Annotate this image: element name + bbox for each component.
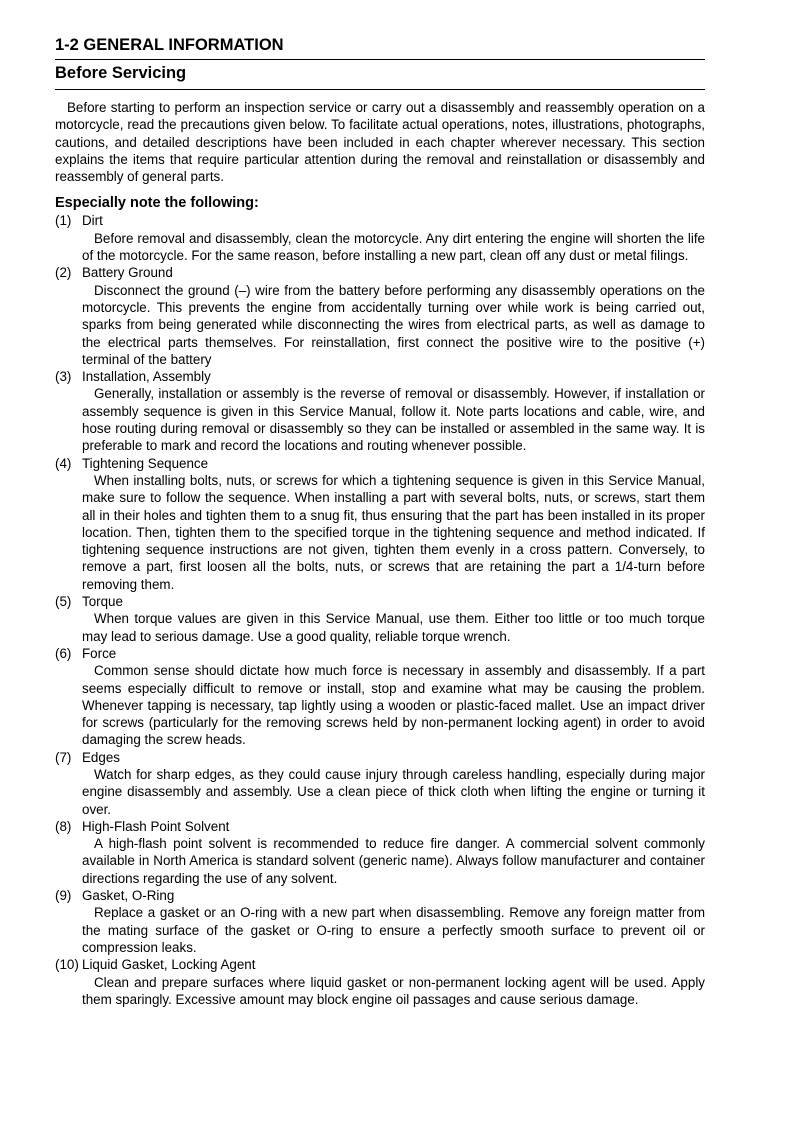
item-title: Dirt: [82, 213, 103, 229]
item-text: A high-flash point solvent is recommended to reduce fire danger. A commercial solvent commonly available in North America is standard solvent (generic name). Always follow manufacturer and container directions regarding the use of any solvent.: [82, 836, 705, 886]
list-item: [55, 749, 705, 818]
list-item: [55, 593, 705, 645]
item-title: Torque: [82, 594, 123, 610]
item-title: Liquid Gasket, Locking Agent: [82, 957, 256, 973]
item-number: (5): [55, 594, 72, 610]
precautions-list: [55, 212, 705, 1008]
intro-paragraph: Before starting to perform an inspection service or carry out a disassembly and reassembly operation on a motorcycle, read the precautions given below. To facilitate actual operations, notes, illustrations, photographs, cautions, and detailed descriptions have been included in each chapter wherever necessary. This section explains the items that require particular attention during the removal and reinstallation or disassembly and reassembly of general parts.: [55, 100, 705, 185]
item-title: High-Flash Point Solvent: [82, 818, 230, 834]
item-title: Force: [82, 645, 117, 661]
item-text: Generally, installation or assembly is the reverse of removal or disassembly. However, if installation or assembly sequence is given in this Service Manual, follow it. Note parts locations and cable, wire, and hose routing during removal or disassembly so they can be installed or assembled in the same way. It is preferable to mark and record the locations and routing whenever possible.: [82, 386, 705, 454]
item-number: (9): [55, 888, 72, 904]
item-text: Disconnect the ground (–) wire from the battery before performing any disassembly operations on the motorcycle. This prevents the engine from accidentally turning over while work is being carried out, sparks from being generated while disconnecting the wires from electrical parts, as well as damage to the electrical parts themselves. For reinstallation, first connect the positive wire to the positive (+) terminal of the battery: [82, 282, 705, 367]
item-title: Battery Ground: [82, 265, 173, 281]
item-text: Replace a gasket or an O-ring with a new part when disassembling. Remove any foreign matter from the mating surface of the gasket or O-ring to ensure a perfectly smooth surface to prevent oil or compression leaks.: [82, 905, 705, 955]
item-title: Gasket, O-Ring: [82, 888, 175, 904]
list-item: [55, 818, 705, 887]
item-text: Common sense should dictate how much force is necessary in assembly and disassembly. If a part seems especially difficult to remove or install, stop and examine what may be causing the problem. Whenever tapping is necessary, tap lightly using a wooden or plastic-faced mallet. Use an impact driver for screws (particularly for the removing screws held by non-permanent locking agent) in order to avoid damaging the screw heads.: [82, 663, 705, 748]
header-rule: [55, 59, 705, 60]
section-rule: [55, 89, 705, 90]
item-number: (6): [55, 645, 72, 661]
body-text: [55, 99, 705, 1008]
item-number: (10): [55, 957, 79, 973]
list-item: [55, 645, 705, 749]
item-number: (7): [55, 749, 72, 765]
list-item: [55, 368, 705, 454]
item-number: (4): [55, 455, 72, 471]
item-title: Edges: [82, 749, 120, 765]
note-heading: Especially note the following:: [55, 195, 259, 212]
item-text: Clean and prepare surfaces where liquid gasket or non-permanent locking agent will be used. Apply them sparingly. Excessive amount may block engine oil passages and cause serious damage.: [82, 974, 705, 1007]
item-title: Installation, Assembly: [82, 369, 211, 385]
item-title: Tightening Sequence: [82, 455, 209, 471]
item-number: (8): [55, 818, 72, 834]
item-text: Before removal and disassembly, clean the motorcycle. Any dirt entering the engine will shorten the life of the motorcycle. For the same reason, before installing a new part, clean off any dust or metal filings.: [82, 230, 705, 264]
list-item: [55, 887, 705, 956]
item-text: When installing bolts, nuts, or screws for which a tightening sequence is given in this Service Manual, make sure to follow the sequence. When installing a part with several bolts, nuts, or screws, start them all in their holes and tighten them to a snug fit, thus ensuring that the part has been installed in its proper location. Then, tighten them to the specified torque in the tightening sequence and method indicated. If tightening sequence instructions are not given, tighten them evenly in a cross pattern. Conversely, to remove a part, first loosen all the bolts, nuts, or screws that are retaining the part a 1/4-turn before removing them.: [82, 472, 705, 592]
section-title: Before Servicing: [55, 64, 187, 82]
list-item: [55, 212, 705, 264]
item-number: (3): [55, 369, 72, 385]
list-item: [55, 264, 705, 368]
list-item: [55, 956, 705, 1008]
item-number: (1): [55, 213, 72, 229]
chapter-title: 1-2 GENERAL INFORMATION: [55, 36, 284, 54]
list-item: [55, 455, 705, 593]
item-text: Watch for sharp edges, as they could cause injury through careless handling, especially during major engine disassembly and assembly. Use a clean piece of thick cloth when lifting the engine or turning it over.: [82, 766, 705, 817]
item-text: When torque values are given in this Service Manual, use them. Either too little or too much torque may lead to serious damage. Use a good quality, reliable torque wrench.: [82, 611, 705, 644]
item-number: (2): [55, 265, 72, 281]
